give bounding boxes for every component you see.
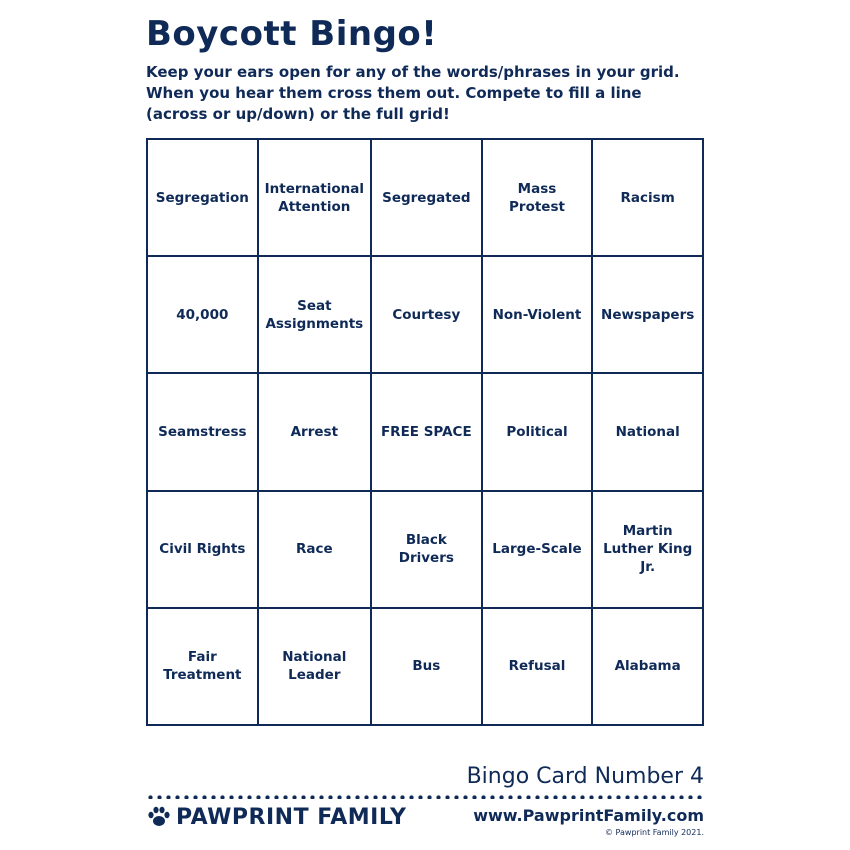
bingo-cell[interactable]: Race: [259, 492, 372, 609]
bingo-cell[interactable]: Arrest: [259, 374, 372, 491]
bingo-cell[interactable]: Newspapers: [593, 257, 704, 374]
instructions: Keep your ears open for any of the words/phrases in your grid. When you hear them cross them out. Compete to fill a line (across or up/down) or the full grid!: [146, 63, 680, 123]
bingo-cell[interactable]: Segregated: [372, 140, 483, 257]
website-link[interactable]: www.PawprintFamily.com: [473, 806, 704, 825]
paw-icon: [146, 804, 172, 830]
free-space-cell[interactable]: FREE SPACE: [372, 374, 483, 491]
bingo-grid: [146, 138, 704, 726]
bingo-cell[interactable]: Fair Treatment: [148, 609, 259, 726]
bingo-cell[interactable]: Martin Luther King Jr.: [593, 492, 704, 609]
brand-logo: [146, 804, 406, 830]
bingo-cell[interactable]: 40,000: [148, 257, 259, 374]
bingo-cell[interactable]: National Leader: [259, 609, 372, 726]
card-number: Bingo Card Number 4: [466, 764, 704, 789]
bingo-cell[interactable]: International Attention: [259, 140, 372, 257]
bingo-cell[interactable]: Mass Protest: [483, 140, 594, 257]
brand-name: PAWPRINT FAMILY: [176, 804, 407, 830]
bingo-cell[interactable]: Political: [483, 374, 594, 491]
bingo-cell[interactable]: Alabama: [593, 609, 704, 726]
bingo-cell[interactable]: Seat Assignments: [259, 257, 372, 374]
bingo-cell[interactable]: National: [593, 374, 704, 491]
bingo-cell[interactable]: Black Drivers: [372, 492, 483, 609]
bingo-cell[interactable]: Civil Rights: [148, 492, 259, 609]
bingo-cell[interactable]: Racism: [593, 140, 704, 257]
bingo-cell[interactable]: Courtesy: [372, 257, 483, 374]
page-title: Boycott Bingo!: [146, 14, 438, 54]
dotted-divider: [146, 795, 706, 799]
bingo-cell[interactable]: Segregation: [148, 140, 259, 257]
bingo-cell[interactable]: Bus: [372, 609, 483, 726]
bingo-cell[interactable]: Refusal: [483, 609, 594, 726]
bingo-cell[interactable]: Large-Scale: [483, 492, 594, 609]
bingo-cell[interactable]: Seamstress: [148, 374, 259, 491]
bingo-cell[interactable]: Non-Violent: [483, 257, 594, 374]
copyright-notice: © Pawprint Family 2021.: [605, 828, 704, 837]
